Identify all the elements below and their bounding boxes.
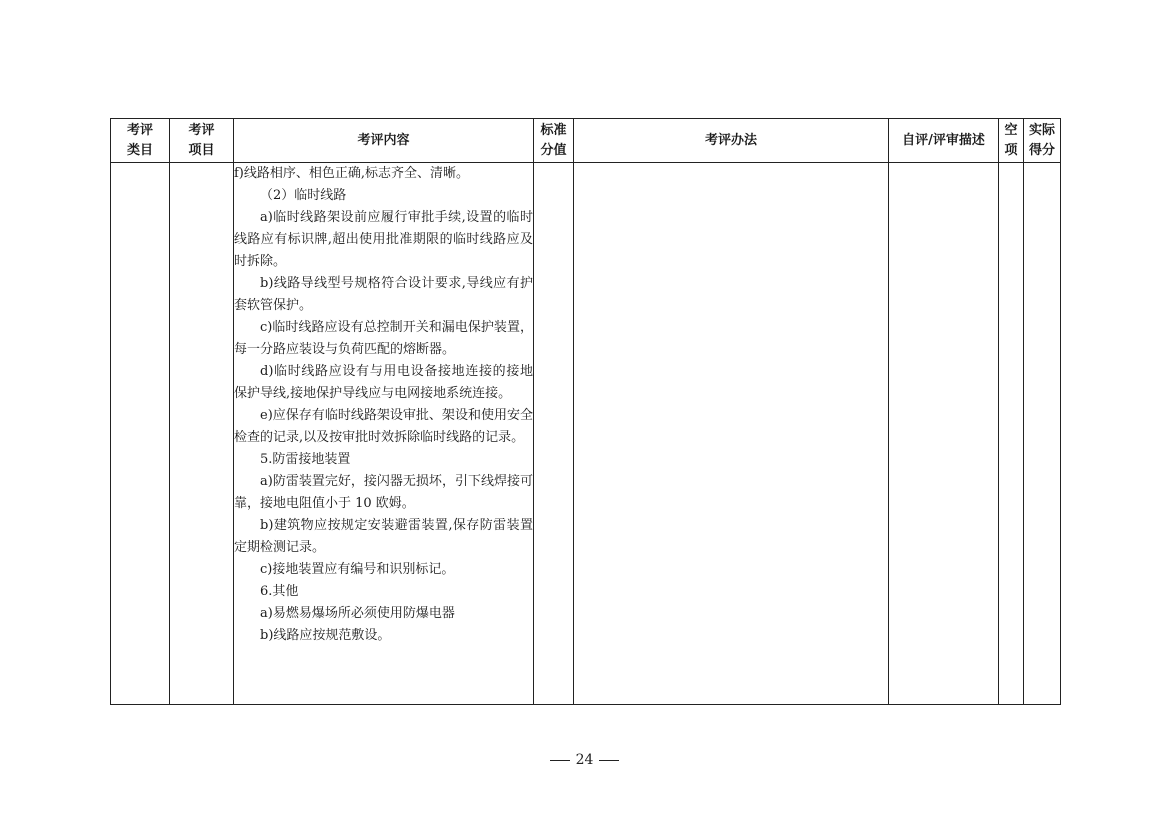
content-paragraph: e)应保存有临时线路架设审批、架设和使用安全检查的记录,以及按审批时效拆除临时线路的记录。	[234, 408, 533, 445]
content-paragraph: f)线路相序、相色正确,标志齐全、清晰。	[234, 166, 470, 181]
content-paragraph: c)临时线路应设有总控制开关和漏电保护装置，每一分路应装设与负荷匹配的熔断器。	[234, 320, 533, 357]
content-paragraph: 6.其他	[260, 584, 299, 599]
content-paragraph: b)建筑物应按规定安装避雷装置,保存防雷装置定期检测记录。	[234, 518, 533, 555]
content-paragraph: a)易燃易爆场所必须使用防爆电器	[260, 606, 455, 621]
header-empty-item: 空 项	[999, 119, 1024, 163]
content-paragraph: （2）临时线路	[260, 188, 347, 203]
cell-method	[574, 163, 889, 705]
content-paragraph: a)防雷装置完好，接闪器无损坏，引下线焊接可靠，接地电阻值小于 10 欧姆。	[234, 474, 533, 511]
header-self-review: 自评/评审描述	[889, 119, 999, 163]
header-content: 考评内容	[234, 119, 534, 163]
page-footer	[0, 752, 1169, 768]
table-header-row	[111, 119, 1061, 163]
dash-left	[550, 760, 570, 761]
header-standard-score: 标准 分值	[534, 119, 574, 163]
cell-self-review	[889, 163, 999, 705]
cell-actual-score	[1024, 163, 1061, 705]
header-method: 考评办法	[574, 119, 889, 163]
content-paragraph: b)线路导线型号规格符合设计要求,导线应有护套软管保护。	[234, 276, 533, 313]
content-paragraph: b)线路应按规范敷设。	[260, 628, 391, 643]
cell-item	[170, 163, 234, 705]
cell-standard-score	[534, 163, 574, 705]
content-paragraph: 5.防雷接地装置	[260, 452, 351, 467]
header-category: 考评 类目	[111, 119, 170, 163]
content-text	[234, 163, 533, 647]
cell-empty-item	[999, 163, 1024, 705]
content-paragraph: d)临时线路应设有与用电设备接地连接的接地保护导线,接地保护导线应与电网接地系统连接。	[234, 364, 533, 401]
cell-category	[111, 163, 170, 705]
table-row	[111, 163, 1061, 705]
header-item: 考评 项目	[170, 119, 234, 163]
cell-content	[234, 163, 534, 705]
assessment-table	[110, 118, 1061, 705]
dash-right	[599, 760, 619, 761]
content-paragraph: c)接地装置应有编号和识别标记。	[260, 562, 455, 577]
content-paragraph: a)临时线路架设前应履行审批手续,设置的临时线路应有标识牌,超出使用批准期限的临时线路应及时拆除。	[234, 210, 533, 269]
page-number: 24	[575, 752, 594, 768]
header-actual-score: 实际 得分	[1024, 119, 1061, 163]
